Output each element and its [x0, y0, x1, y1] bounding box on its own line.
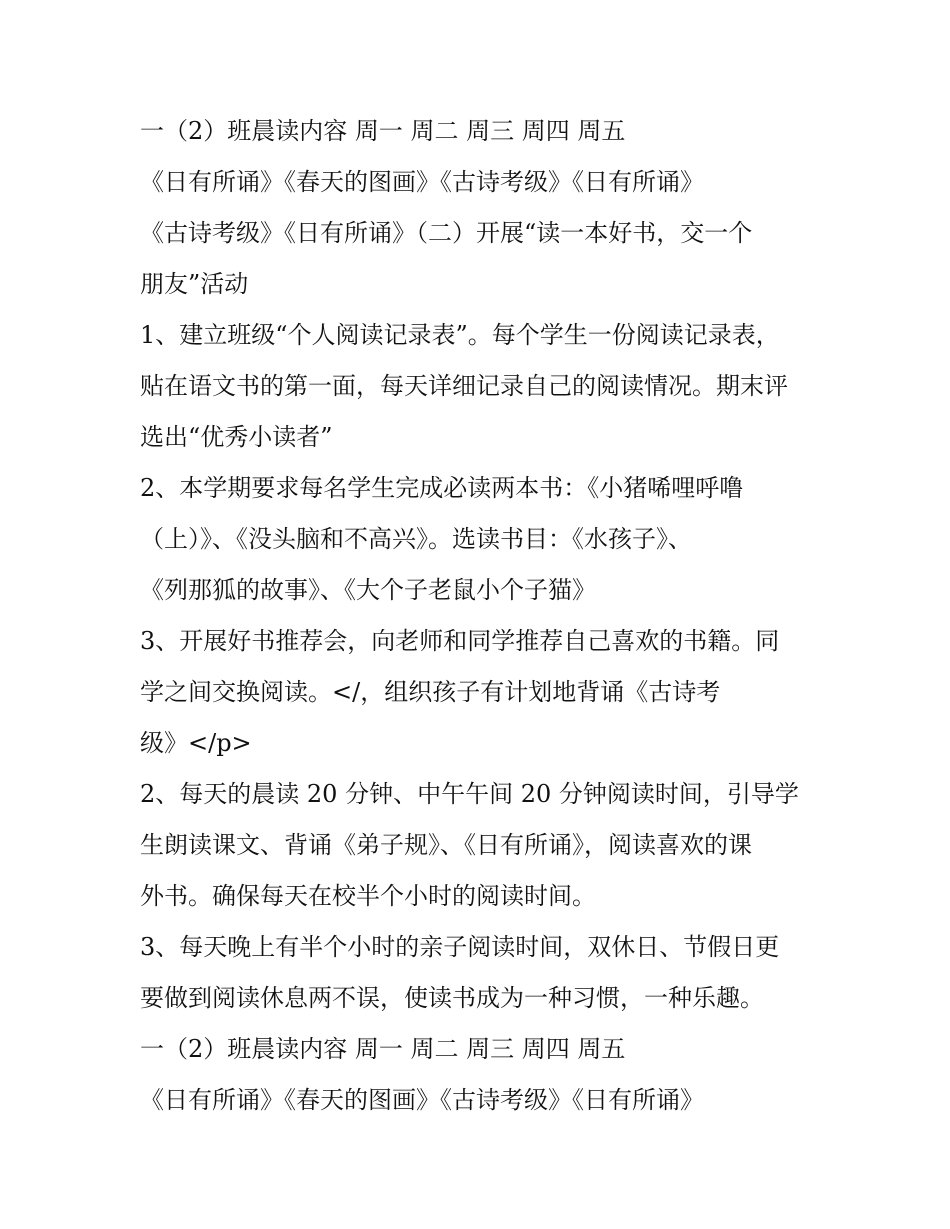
text-line: 1、建立班级“个人阅读记录表”。每个学生一份阅读记录表，	[140, 321, 780, 349]
text-line: 外书。确保每天在校半个小时的阅读时间。	[140, 882, 596, 910]
text-line: 选出“优秀小读者”	[140, 423, 333, 451]
text-line: 《日有所诵》《春天的图画》《古诗考级》《日有所诵》	[140, 1086, 704, 1114]
text-line: 《列那狐的故事》、《大个子老鼠小个子猫》	[140, 576, 596, 604]
document-body	[140, 106, 840, 1126]
text-line: 朋友”活动	[140, 270, 249, 298]
text-line: 3、每天晚上有半个小时的亲子阅读时间，双休日、节假日更	[140, 933, 780, 961]
text-line: 2、本学期要求每名学生完成必读两本书：《小猪唏哩呼噜	[140, 474, 744, 502]
text-line: 一（2）班晨读内容 周一 周二 周三 周四 周五	[140, 1035, 626, 1063]
text-line: 《古诗考级》《日有所诵》（二）开展“读一本好书，交一个	[140, 219, 753, 247]
text-line: 学之间交换阅读。</，组织孩子有计划地背诵《古诗考	[140, 678, 721, 706]
text-line: 3、开展好书推荐会，向老师和同学推荐自己喜欢的书籍。同	[140, 627, 780, 655]
text-line: 一（2）班晨读内容 周一 周二 周三 周四 周五	[140, 117, 626, 145]
text-line: 要做到阅读休息两不误，使读书成为一种习惯，一种乐趣。	[140, 984, 764, 1012]
text-line: 贴在语文书的第一面，每天详细记录自己的阅读情况。期末评	[140, 372, 788, 400]
text-line: 2、每天的晨读 20 分钟、中午午间 20 分钟阅读时间，引导学	[140, 780, 799, 808]
text-line: 级》</p>	[140, 729, 252, 757]
text-line: 《日有所诵》《春天的图画》《古诗考级》《日有所诵》	[140, 168, 704, 196]
text-line: 生朗读课文、背诵《弟子规》、《日有所诵》，阅读喜欢的课	[140, 831, 752, 859]
text-line: （上）》、《没头脑和不高兴》。选读书目：《水孩子》、	[140, 525, 692, 553]
